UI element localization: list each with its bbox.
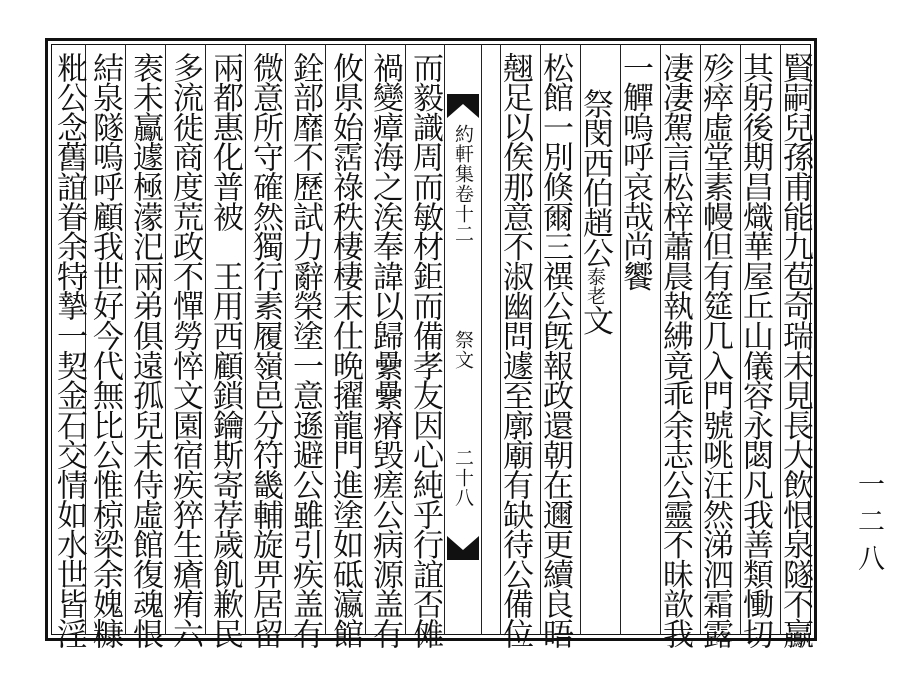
fish-tail-mark-bottom-icon bbox=[447, 536, 479, 560]
text-column: 而毅識周而敏材鉅而備孝友因心純乎行誼否傩 bbox=[407, 52, 443, 649]
gutter-title: 約軒集卷十二 bbox=[452, 124, 474, 244]
text-column: 袠未鸁遽極濛汜兩弟俱遠孤兒未侍虛館復魂恨 bbox=[127, 52, 163, 649]
text-column: 一觶嗚呼哀哉尚饗 bbox=[617, 52, 653, 291]
text-column: 粃公念舊誼眷余特摯一契金石交情如水世皆淫 bbox=[51, 52, 87, 649]
text-column: 兩都惠化普被 王用西顧鎖鑰斯寄荐歲飢歉民 bbox=[207, 52, 243, 649]
text-column: 殄瘁虛堂素幔但有筵几入門號咷汪然涕泗霜露 bbox=[697, 52, 733, 649]
text-column: 攸県始霑祿秩棲棲末仕晩擢龍門進塗如砥瀛館 bbox=[327, 52, 363, 649]
text-column: 銓部靡不歷試力辭榮塗一意遜避公雖引疾盖有 bbox=[287, 52, 323, 649]
title-suffix: 文 bbox=[577, 304, 613, 335]
page-number: 一二八 bbox=[853, 470, 884, 581]
text-column: 松館一別倏爾三禩公旣報政還朝在邇更續良晤 bbox=[537, 52, 573, 649]
fish-tail-mark-top-icon bbox=[447, 94, 479, 118]
text-column: 結泉隧嗚呼顧我世好今代無比公惟椋梁余媿糠 bbox=[87, 52, 123, 649]
text-column: 其躬後期昌熾華屋丘山儀容永閟凡我善類慟切 bbox=[737, 52, 773, 649]
gutter-section: 祭文 bbox=[452, 330, 474, 370]
text-column: 微意所守確然獨行素履嶺邑分符畿輔旋畀居留 bbox=[247, 52, 283, 649]
gutter-leaf-number: 二十八 bbox=[452, 448, 474, 508]
text-column: 凄凄駕言松梓蕭晨執紼竟乖余志公靈不昧歆我 bbox=[657, 52, 693, 649]
title-note: 泰老 bbox=[584, 266, 606, 305]
text-column: 翹足以俟那意不淑幽問遽至廓廟有缺待公備位 bbox=[497, 52, 533, 649]
text-column: 多流徙商度荒政不憚勞悴文園宿疾猝生瘡痏六 bbox=[167, 52, 203, 649]
essay-title-text: 祭閔西伯趙公 bbox=[577, 88, 613, 267]
text-column: 禍變瘴海之涘奉諱以歸纍纍瘠毁瘥公病源盖有 bbox=[367, 52, 403, 649]
text-column: 賢嗣兒孫甫能九苞奇瑞未見長大飲恨泉隧不鸁 bbox=[777, 52, 813, 649]
essay-title bbox=[575, 88, 615, 670]
